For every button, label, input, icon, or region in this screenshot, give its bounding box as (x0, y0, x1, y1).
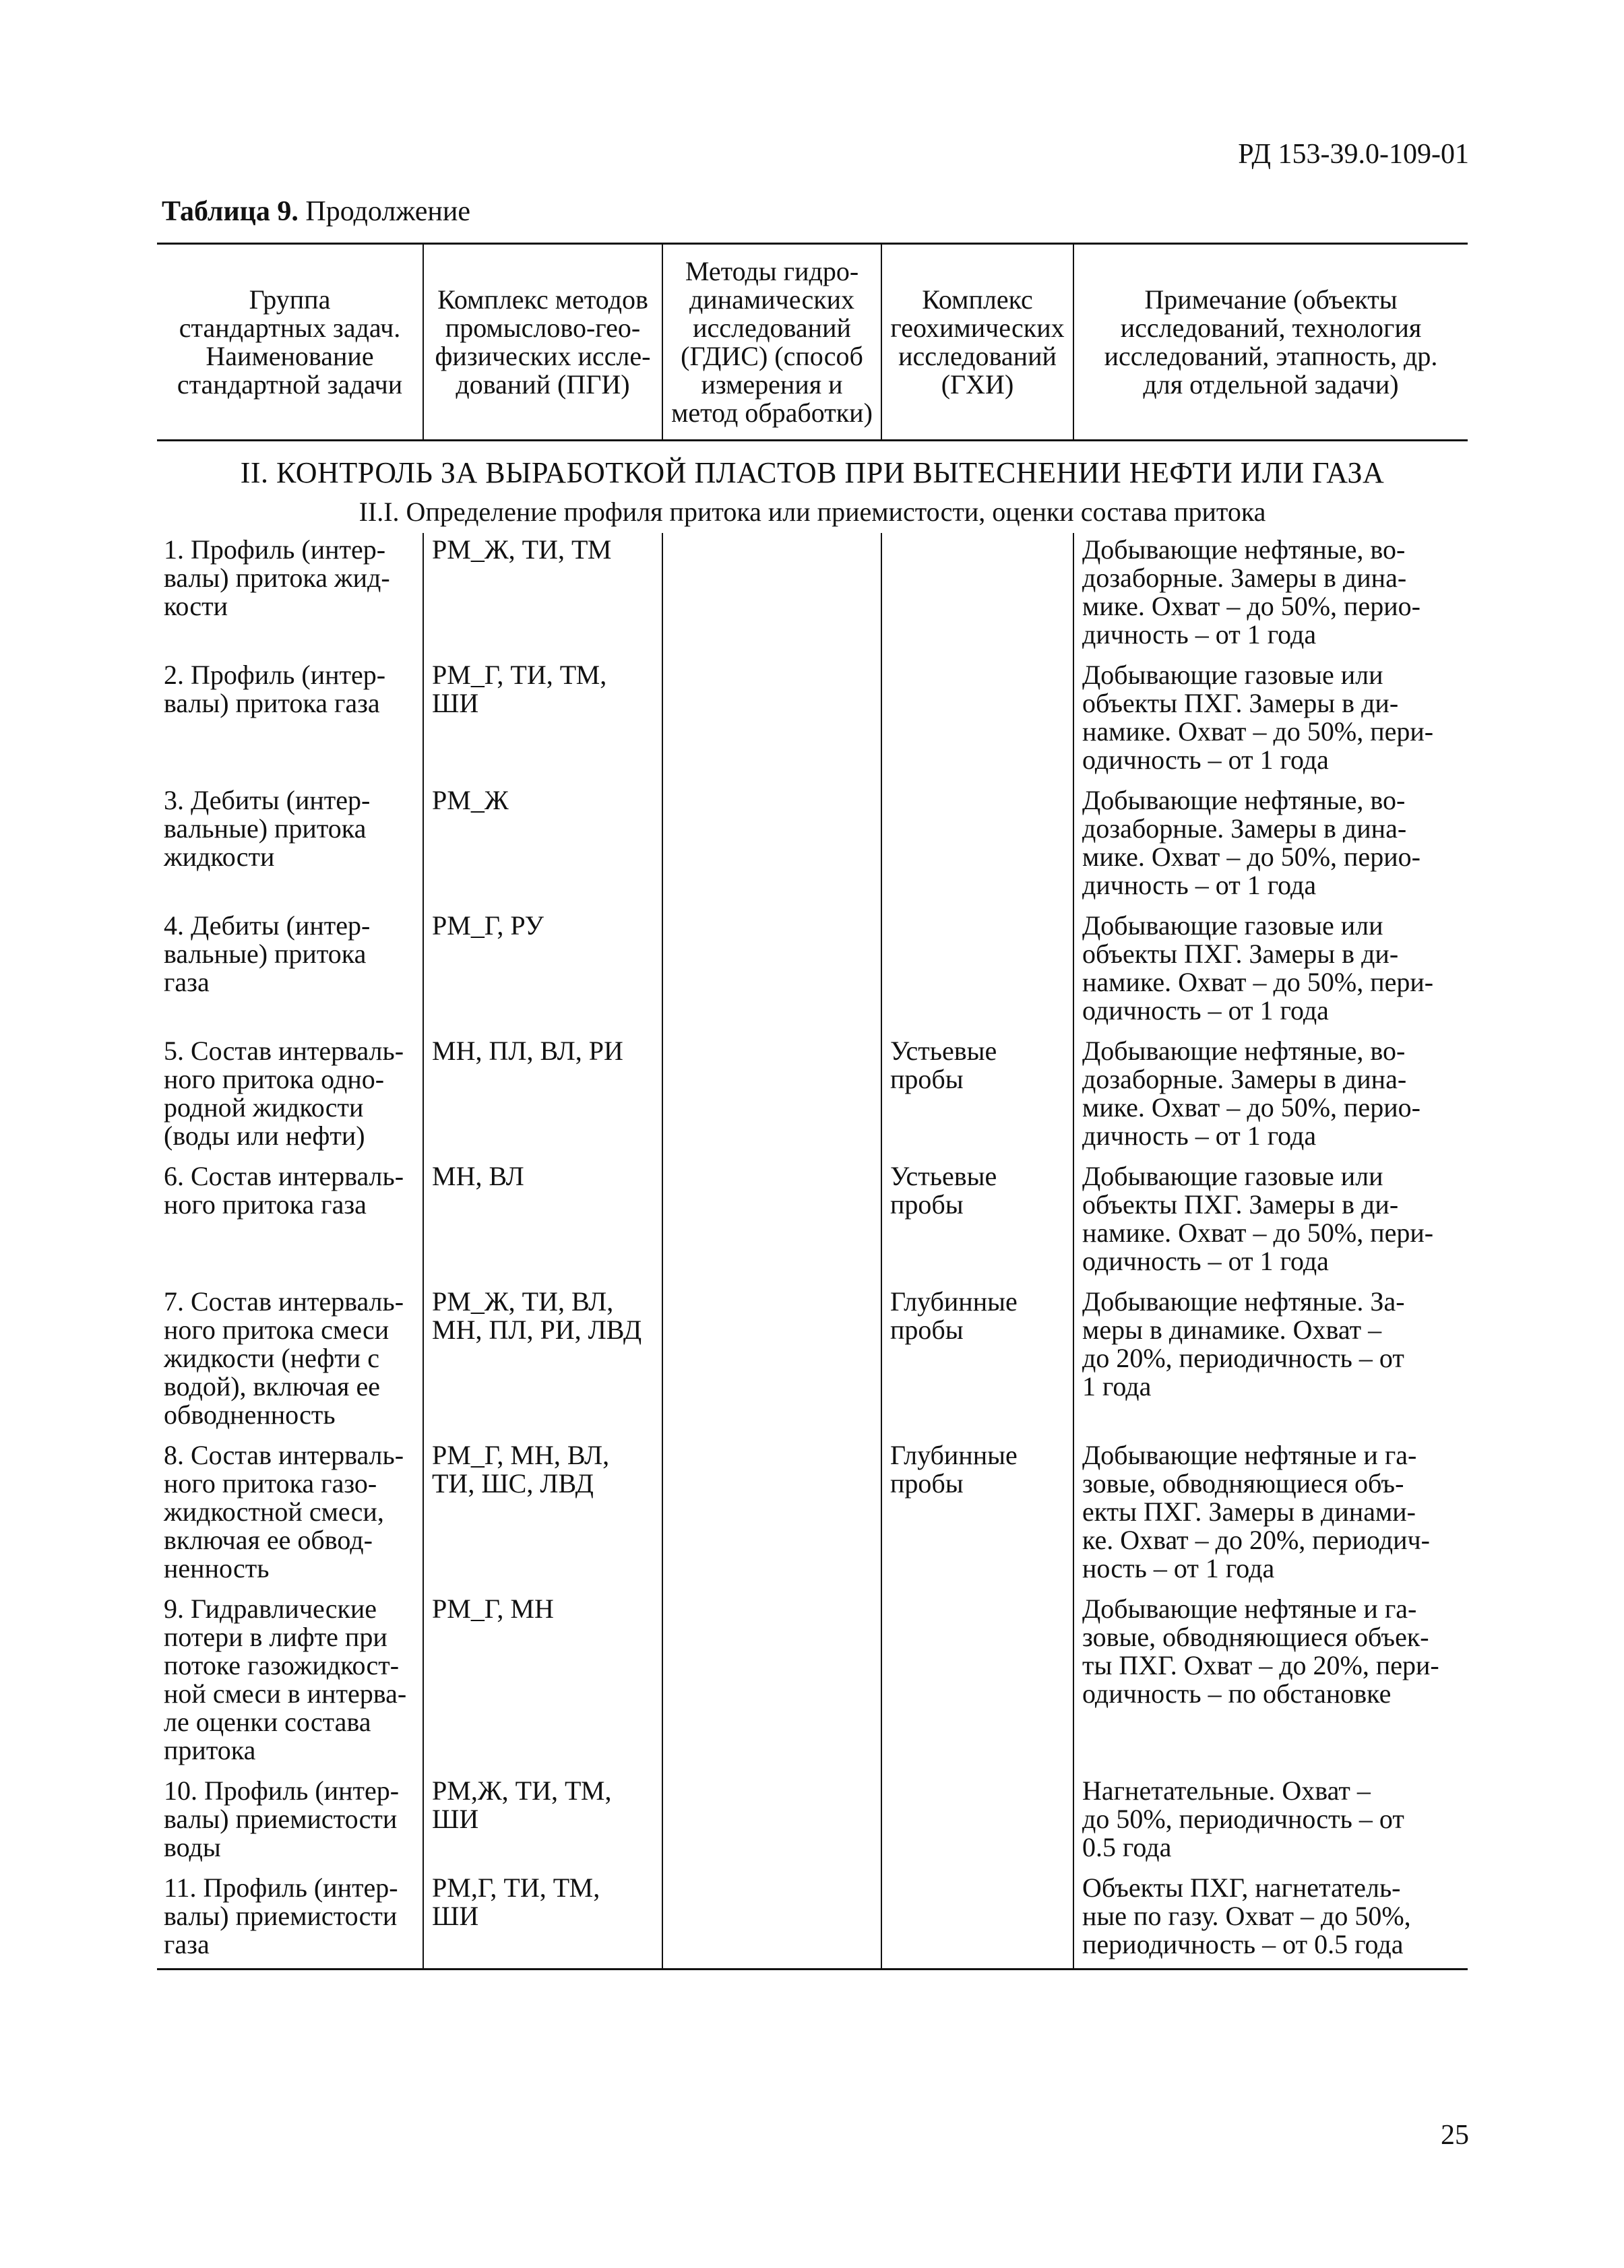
table-row (157, 1774, 1468, 1871)
ghi-cell: Глубинные пробы (881, 1439, 1073, 1592)
task-cell: 4. Дебиты (интер- вальные) притока газа (157, 909, 423, 1034)
ghi-cell (881, 1871, 1073, 1970)
ghi-cell: Устьевые пробы (881, 1034, 1073, 1160)
section-title: II. КОНТРОЛЬ ЗА ВЫРАБОТКОЙ ПЛАСТОВ ПРИ ВЫТЕСНЕНИИ НЕФТИ ИЛИ ГАЗА (240, 456, 1385, 489)
note-cell: Добывающие газовые или объекты ПХГ. Замеры в ди- намике. Охват – до 50%, пери- одичность – от 1 года (1073, 658, 1468, 784)
column-header-ghi: Комплекс геохимических исследований (ГХИ) (881, 244, 1073, 441)
gdis-cell (662, 1034, 881, 1160)
gdis-cell (662, 909, 881, 1034)
standard-tasks-table (157, 243, 1468, 1970)
task-cell: 6. Состав интерваль- ного притока газа (157, 1160, 423, 1285)
task-cell: 3. Дебиты (интер- вальные) притока жидкости (157, 784, 423, 909)
task-cell: 2. Профиль (интер- валы) притока газа (157, 658, 423, 784)
column-header-pgi: Комплекс методов промыслово-гео- физических иссле- дований (ПГИ) (423, 244, 662, 441)
ghi-cell (881, 1592, 1073, 1774)
gdis-cell (662, 1285, 881, 1439)
table-row (157, 1160, 1468, 1285)
table-row (157, 658, 1468, 784)
table-row (157, 1871, 1468, 1970)
pgi-cell: РМ_Г, ТИ, ТМ, ШИ (423, 658, 662, 784)
page-number: 25 (1441, 2120, 1469, 2151)
task-cell: 8. Состав интерваль- ного притока газо- жидкостной смеси, включая ее обвод- ненность (157, 1439, 423, 1592)
pgi-cell: МН, ПЛ, ВЛ, РИ (423, 1034, 662, 1160)
ghi-cell (881, 784, 1073, 909)
table-row (157, 1439, 1468, 1592)
table-header-row (157, 244, 1468, 441)
ghi-cell (881, 533, 1073, 658)
note-cell: Добывающие газовые или объекты ПХГ. Замеры в ди- намике. Охват – до 50%, пери- одичность – от 1 года (1073, 909, 1468, 1034)
pgi-cell: МН, ВЛ (423, 1160, 662, 1285)
ghi-cell: Устьевые пробы (881, 1160, 1073, 1285)
note-cell: Добывающие нефтяные, во- дозаборные. Замеры в дина- мике. Охват – до 50%, перио- дичность – от 1 года (1073, 1034, 1468, 1160)
gdis-cell (662, 1439, 881, 1592)
table-row (157, 1034, 1468, 1160)
column-header-note: Примечание (объекты исследований, технология исследований, этапность, др. для отдельной задачи) (1073, 244, 1468, 441)
gdis-cell (662, 1774, 881, 1871)
note-cell: Добывающие нефтяные и га- зовые, обводняющиеся объек- ты ПХГ. Охват – до 20%, пери- одичность – по обстановке (1073, 1592, 1468, 1774)
gdis-cell (662, 533, 881, 658)
subsection-title-row (157, 497, 1468, 533)
task-cell: 9. Гидравлические потери в лифте при потоке газожидкост- ной смеси в интерва- ле оценки состава притока (157, 1592, 423, 1774)
gdis-cell (662, 1160, 881, 1285)
pgi-cell: РМ,Ж, ТИ, ТМ, ШИ (423, 1774, 662, 1871)
table-row (157, 784, 1468, 909)
table-row (157, 1592, 1468, 1774)
note-cell: Добывающие газовые или объекты ПХГ. Замеры в ди- намике. Охват – до 50%, пери- одичность – от 1 года (1073, 1160, 1468, 1285)
ghi-cell (881, 658, 1073, 784)
pgi-cell: РМ_Ж (423, 784, 662, 909)
pgi-cell: РМ_Ж, ТИ, ТМ (423, 533, 662, 658)
table-caption (162, 195, 470, 228)
ghi-cell (881, 1774, 1073, 1871)
table-caption-text: Продолжение (298, 196, 470, 227)
note-cell: Добывающие нефтяные, во- дозаборные. Замеры в дина- мике. Охват – до 50%, перио- дичность – от 1 года (1073, 533, 1468, 658)
task-cell: 5. Состав интерваль- ного притока одно- родной жидкости (воды или нефти) (157, 1034, 423, 1160)
table-row (157, 533, 1468, 658)
table-row (157, 909, 1468, 1034)
subsection-title: II.I. Определение профиля притока или приемистости, оценки состава притока (358, 497, 1266, 527)
task-cell: 1. Профиль (интер- валы) притока жид- кости (157, 533, 423, 658)
gdis-cell (662, 658, 881, 784)
note-cell: Добывающие нефтяные и га- зовые, обводняющиеся объ- екты ПХГ. Замеры в динами- ке. Охват – до 20%, периодич- ность – от 1 года (1073, 1439, 1468, 1592)
gdis-cell (662, 1871, 881, 1970)
task-cell: 7. Состав интерваль- ного притока смеси жидкости (нефти с водой), включая ее обводненность (157, 1285, 423, 1439)
table-caption-label: Таблица 9. (162, 196, 299, 227)
pgi-cell: РМ_Г, РУ (423, 909, 662, 1034)
section-title-row (157, 441, 1468, 497)
pgi-cell: РМ_Ж, ТИ, ВЛ, МН, ПЛ, РИ, ЛВД (423, 1285, 662, 1439)
note-cell: Добывающие нефтяные. За- меры в динамике. Охват – до 20%, периодичность – от 1 года (1073, 1285, 1468, 1439)
note-cell: Объекты ПХГ, нагнетатель- ные по газу. Охват – до 50%, периодичность – от 0.5 года (1073, 1871, 1468, 1970)
table-row (157, 1285, 1468, 1439)
document-code: РД 153-39.0-109-01 (1238, 139, 1469, 170)
pgi-cell: РМ_Г, МН, ВЛ, ТИ, ШС, ЛВД (423, 1439, 662, 1592)
task-cell: 11. Профиль (интер- валы) приемистости газа (157, 1871, 423, 1970)
ghi-cell: Глубинные пробы (881, 1285, 1073, 1439)
note-cell: Нагнетательные. Охват – до 50%, периодичность – от 0.5 года (1073, 1774, 1468, 1871)
note-cell: Добывающие нефтяные, во- дозаборные. Замеры в дина- мике. Охват – до 50%, перио- дичность – от 1 года (1073, 784, 1468, 909)
gdis-cell (662, 1592, 881, 1774)
pgi-cell: РМ,Г, ТИ, ТМ, ШИ (423, 1871, 662, 1970)
gdis-cell (662, 784, 881, 909)
task-cell: 10. Профиль (интер- валы) приемистости воды (157, 1774, 423, 1871)
column-header-gdis: Методы гидро- динамических исследований (ГДИС) (способ измерения и метод обработки) (662, 244, 881, 441)
ghi-cell (881, 909, 1073, 1034)
pgi-cell: РМ_Г, МН (423, 1592, 662, 1774)
column-header-task-group: Группа стандартных задач. Наименование стандартной задачи (157, 244, 423, 441)
